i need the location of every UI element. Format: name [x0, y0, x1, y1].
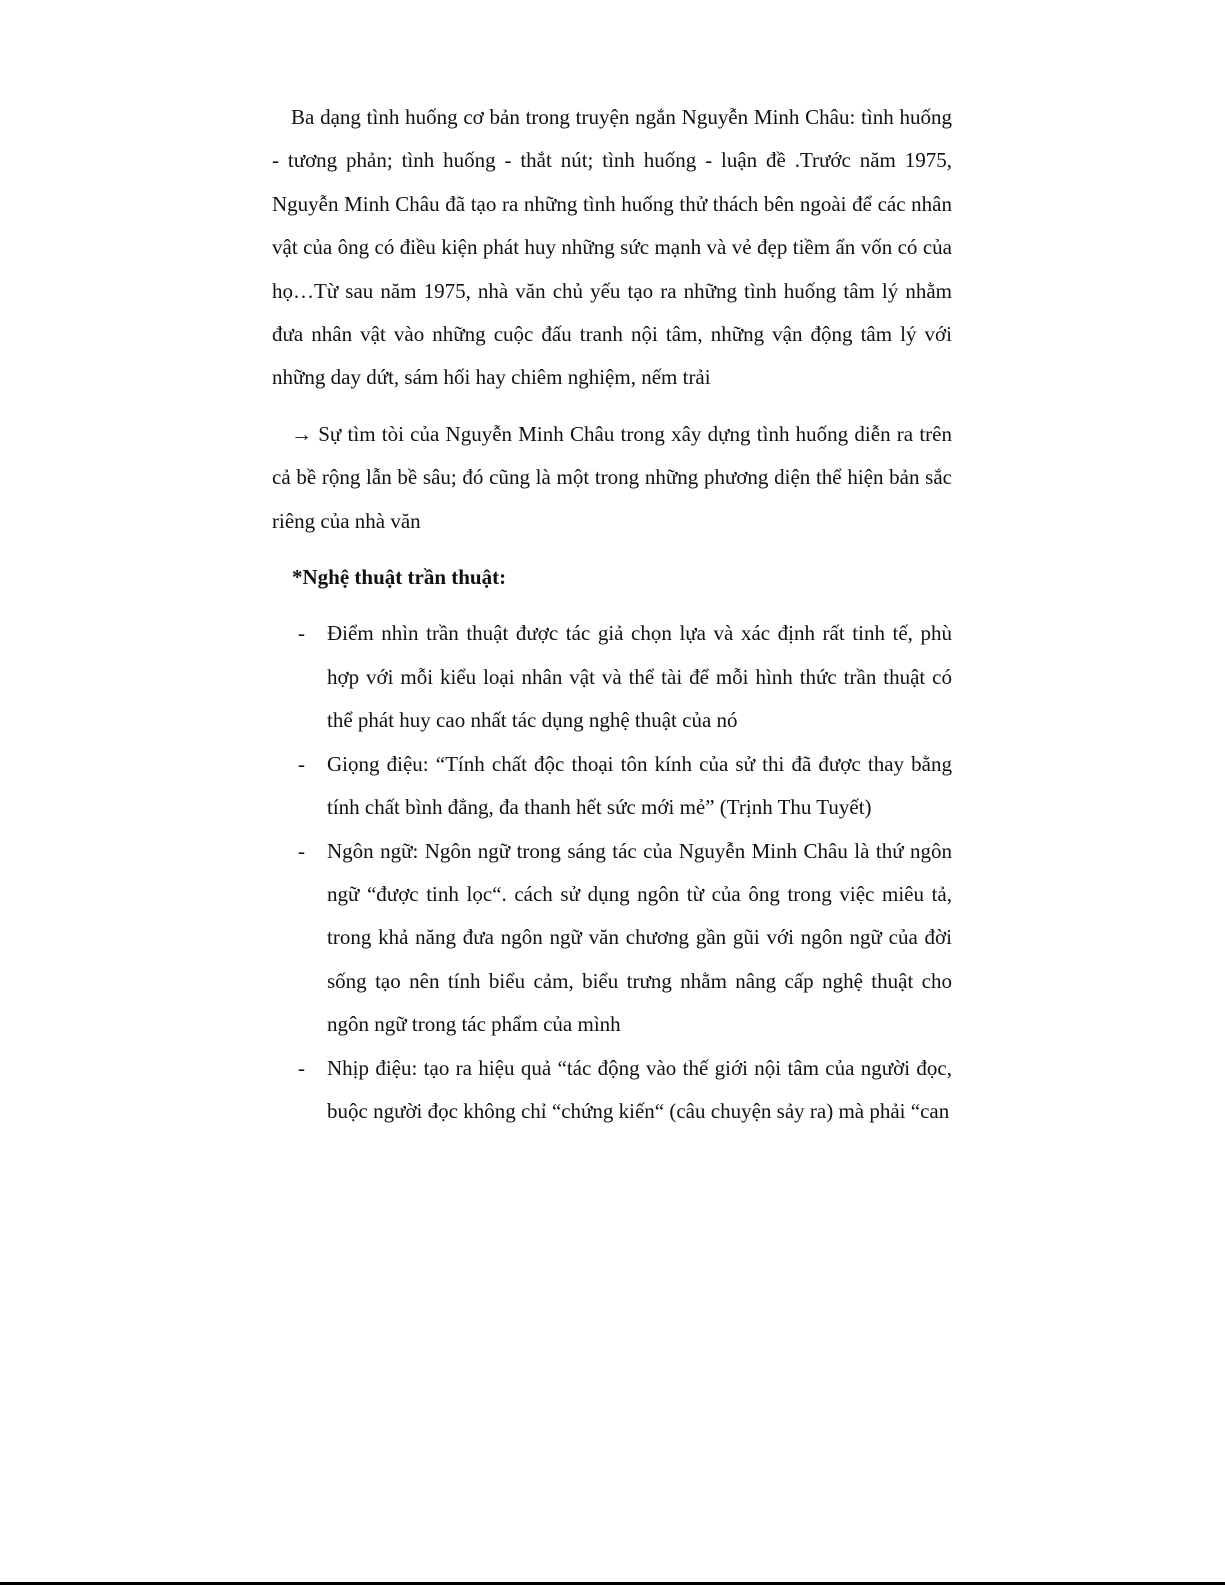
bullet-dash: -: [298, 1055, 305, 1080]
bullet-dash: -: [298, 838, 305, 863]
list-item: [272, 1047, 952, 1134]
list-item-text: Nhịp điệu: tạo ra hiệu quả “tác động vào thế giới nội tâm của người đọc, buộc người đọc không chỉ “chứng kiến“ (câu chuyện sảy ra) mà phải “can: [327, 1055, 952, 1123]
list-item-text: Ngôn ngữ: Ngôn ngữ trong sáng tác của Nguyễn Minh Châu là thứ ngôn ngữ “được tinh lọc“. cách sử dụng ngôn từ của ông trong việc miêu tả, trong khả năng đưa ngôn ngữ văn chương gần gũi với ngôn ngữ của đời sống tạo nên tính biểu cảm, biểu trưng nhằm nâng cấp nghệ thuật cho ngôn ngữ trong tác phẩm của mình: [327, 838, 952, 1037]
body-paragraph-situations: Ba dạng tình huống cơ bản trong truyện ngắn Nguyễn Minh Châu: tình huống - tương phản; tình huống - thắt nút; tình huống - luận đề .Trước năm 1975, Nguyễn Minh Châu đã tạo ra những tình huống thử thách bên ngoài để các nhân vật của ông có điều kiện phát huy những sức mạnh và vẻ đẹp tiềm ẩn vốn có của họ…Từ sau năm 1975, nhà văn chủ yếu tạo ra những tình huống tâm lý nhằm đưa nhân vật vào những cuộc đấu tranh nội tâm, những vận động tâm lý với những day dứt, sám hối hay chiêm nghiệm, nếm trải: [272, 105, 952, 390]
section-heading-narrative-art: *Nghệ thuật trần thuật:: [292, 565, 507, 590]
body-paragraph-conclusion: → Sự tìm tòi của Nguyễn Minh Châu trong xây dựng tình huống diễn ra trên cả bề rộng lẫn bề sâu; đó cũng là một trong những phương diện thể hiện bản sắc riêng của nhà văn: [272, 421, 952, 533]
list-item: [272, 612, 952, 742]
list-item: [272, 743, 952, 830]
list-item-text: Điểm nhìn trần thuật được tác giả chọn lựa và xác định rất tinh tế, phù hợp với mỗi kiểu loại nhân vật và thể tài để mỗi hình thức trần thuật có thể phát huy cao nhất tác dụng nghệ thuật của nó: [327, 621, 952, 733]
list-item-text: Giọng điệu: “Tính chất độc thoại tôn kính của sử thi đã được thay bằng tính chất bình đẳng, đa thanh hết sức mới mẻ” (Trịnh Thu Tuyết): [327, 751, 952, 820]
bullet-list: [272, 612, 952, 1133]
bullet-dash: -: [298, 621, 305, 646]
list-item: [272, 830, 952, 1047]
document-page: [272, 96, 952, 1133]
bullet-dash: -: [298, 751, 305, 776]
